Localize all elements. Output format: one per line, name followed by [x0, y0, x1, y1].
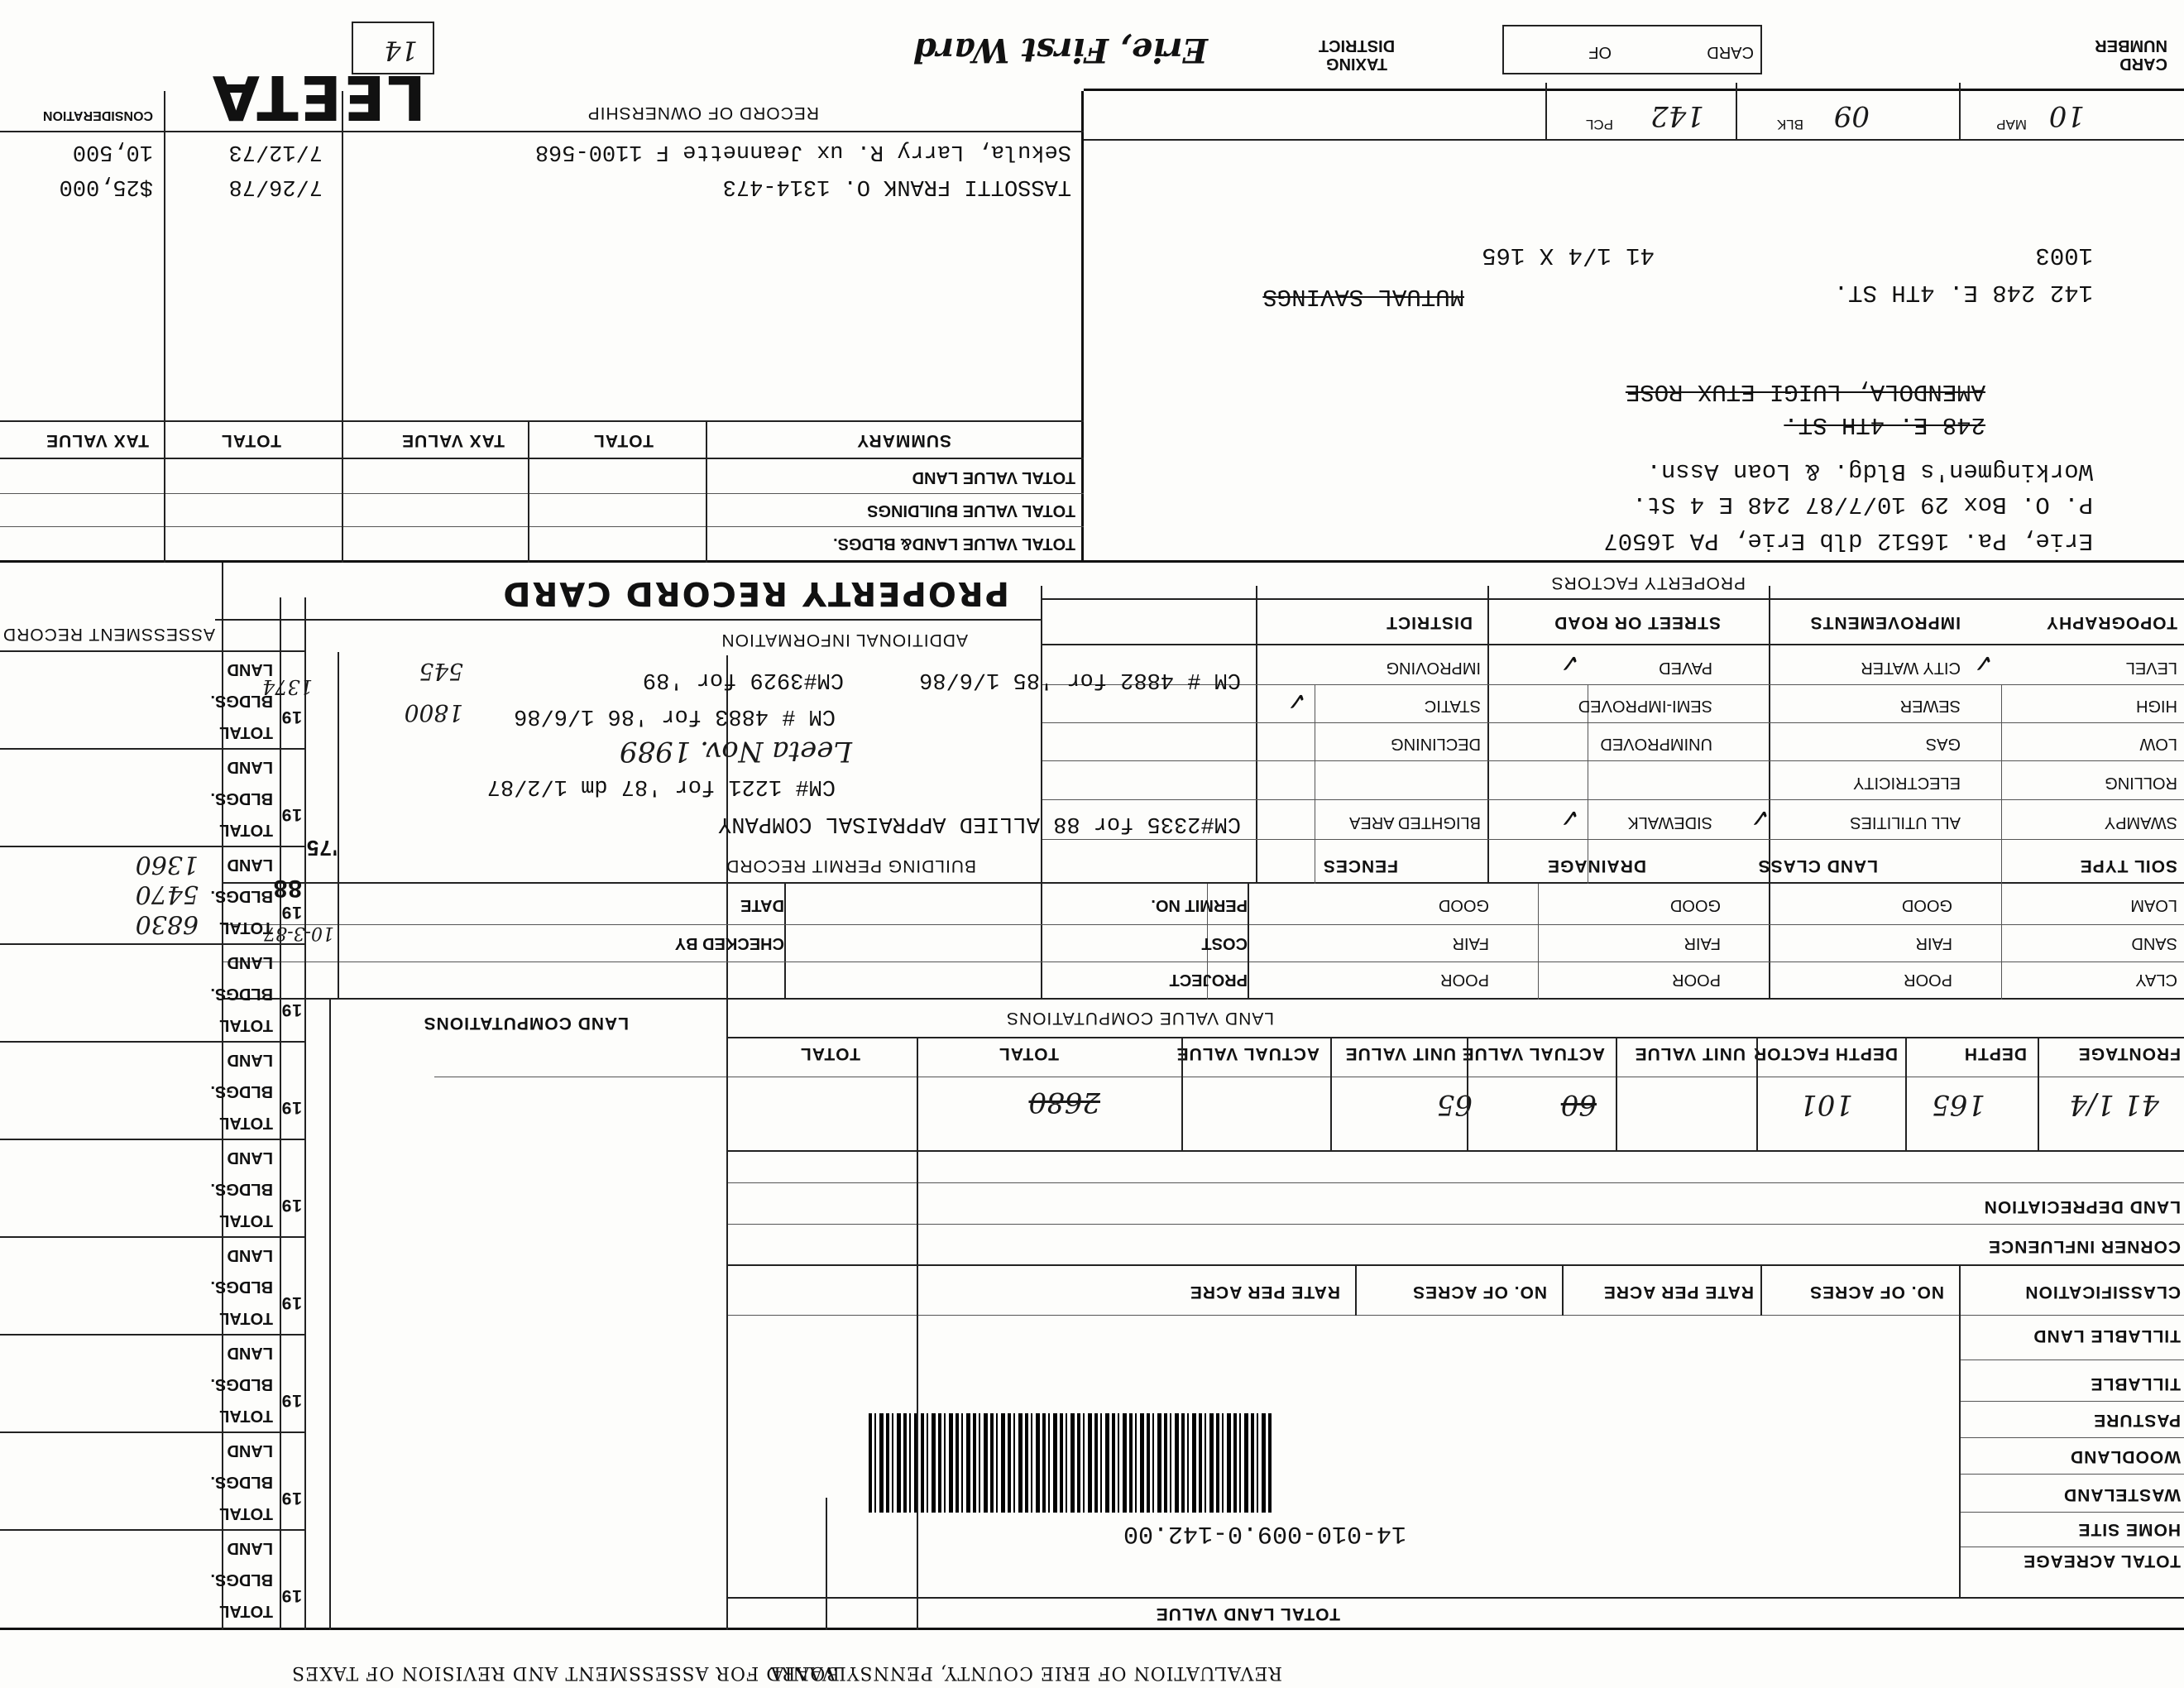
footer-col-1 [1959, 83, 1961, 141]
summary-rule-4 [0, 420, 1084, 422]
comp-col-2 [1905, 1038, 1907, 1152]
soil-rule-3 [223, 882, 2184, 884]
comp-col-8 [917, 1038, 918, 1630]
block10-bldgs: BLDGS. [210, 692, 273, 710]
header-right-title: BOARD FOR ASSESSMENT AND REVISION OF TAXES [291, 1662, 840, 1683]
block8-rule [0, 846, 306, 847]
row-wasteland: WASTELAND [2063, 1485, 2181, 1504]
additional-line2: CM # 4883 for '86 1/6/86 [514, 703, 836, 728]
map-label: MAP [1996, 117, 2027, 132]
hw-assess-land: 1360 [135, 850, 199, 879]
district-static: STATIC [1424, 697, 1481, 715]
block1-total: TOTAL [219, 1602, 273, 1620]
additional-line1: CM # 4882 for '85 1/6/86 [919, 667, 1241, 692]
block2-year: 19 [280, 1489, 302, 1508]
block7-bldgs: BLDGS. [210, 985, 273, 1003]
blk-value: 09 [1833, 99, 1870, 132]
class-good: GOOD [1669, 896, 1721, 914]
owner-line2b: MUTUAL SAVINGS [1262, 283, 1464, 310]
block6-bldgs: BLDGS. [210, 1082, 273, 1101]
comp-col-4 [1616, 1038, 1617, 1152]
no-of-acres-label-2: NO. OF ACRES [1412, 1283, 1547, 1302]
owner-line3: Workingmen's Bldg. & Loan Assn. [1646, 458, 2093, 485]
class-rule [728, 1264, 2184, 1266]
permit-col-2 [784, 884, 786, 1000]
hw-assess-date: 10-3-87 [264, 923, 334, 943]
block5-bldgs: BLDGS. [210, 1180, 273, 1198]
district-declining: DECLINING [1391, 735, 1481, 753]
topo-val-col-1 [2001, 685, 2002, 884]
block7-year: 19 [280, 1000, 302, 1019]
corner-influence-label: CORNER INFLUENCE [1987, 1237, 2181, 1256]
box-14 [352, 22, 434, 74]
topo-rule-2 [1042, 799, 2184, 800]
block6-land: LAND [227, 1051, 273, 1069]
ownership-row1-date: 7/12/73 [228, 139, 323, 164]
of-label: OF [1588, 43, 1612, 61]
summary-col-1 [706, 422, 707, 563]
land-rule [728, 1597, 2184, 1599]
footer-rule [1084, 89, 2184, 91]
summary-total-label-1: TOTAL [592, 431, 654, 450]
card-number-label: CARD NUMBER [2095, 36, 2167, 73]
impr-city-water: CITY WATER [1861, 659, 1961, 677]
impr-gas: GAS [1925, 735, 1961, 753]
topo-level: LEVEL [2125, 659, 2177, 677]
blk-label: BLK [1776, 117, 1803, 132]
soil-col-7 [1041, 586, 1042, 1000]
lc-right-border [329, 1000, 331, 1630]
permit-col-1 [1248, 884, 1249, 1000]
summary-rule-1 [0, 526, 1084, 527]
summary-total-land-bldgs: TOTAL VALUE LAND& BLDGS. [833, 535, 1075, 553]
row-woodland: WOODLAND [2070, 1447, 2181, 1466]
building-permit-record-label: BUILDING PERMIT RECORD [726, 856, 976, 875]
additional-information-label: ADDITIONAL INFORMATION [721, 631, 968, 650]
comp-col-6 [1330, 1038, 1332, 1152]
impr-all-utilities: ALL UTILITIES [1850, 813, 1961, 832]
block4-bldgs: BLDGS. [210, 1278, 273, 1296]
project-label: PROJECT [1169, 971, 1248, 989]
summary-label: SUMMARY [856, 431, 951, 450]
comp-top-rule [728, 1150, 2184, 1152]
acre-rule-7 [728, 1315, 2184, 1316]
class-col-1 [1959, 1266, 1961, 1316]
pcl-label: PCL [1585, 117, 1613, 132]
classification-label: CLASSIFICATION [2024, 1283, 2181, 1302]
soil-good: GOOD [1901, 896, 1952, 914]
hw-depth: 165 [1932, 1088, 1985, 1121]
box-14-value: 14 [384, 35, 418, 66]
hw-actual-value: 65 [1436, 1088, 1473, 1121]
row-tillable-land: TILLABLE LAND [2033, 1326, 2181, 1345]
comp-bottom-rule [223, 998, 2184, 1000]
summary-total-land: TOTAL VALUE LAND [912, 468, 1075, 487]
actual-value-label-2: ACTUAL VALUE [1176, 1044, 1320, 1063]
checked-by-label: CHECKED BY [674, 934, 784, 952]
district-blighted: BLIGHTED AREA [1349, 813, 1481, 832]
block8-total: TOTAL [219, 918, 273, 937]
block9-land: LAND [227, 758, 273, 776]
hw-assess-bldgs: 5470 [135, 880, 199, 909]
summary-col-2 [528, 422, 529, 563]
summary-total-buildings: TOTAL VALUE BUILDINGS [867, 501, 1075, 520]
land-computations-label: LAND COMPUTATIONS [423, 1014, 629, 1033]
comp-col-5 [1467, 1038, 1468, 1152]
unit-value-label-2: UNIT VALUE [1344, 1044, 1456, 1063]
hw-comp-total: 2680 [1028, 1086, 1100, 1119]
topo-rule-4 [1042, 722, 2184, 723]
summary-col-4 [164, 91, 165, 563]
block6-total: TOTAL [219, 1114, 273, 1132]
drain-fair: FAIR [1452, 934, 1489, 952]
block10-total: TOTAL [219, 723, 273, 741]
depth-factor-label: DEPTH FACTOR [1753, 1044, 1898, 1063]
record-of-ownership-label: RECORD OF OWNERSHIP [587, 103, 819, 122]
lc-left-border [726, 1000, 728, 1630]
hw-assess-total: 6830 [135, 909, 199, 938]
soil-col-1 [2001, 884, 2002, 1000]
summary-tax-value-label-1: TAX VALUE [401, 431, 505, 450]
drain-good: GOOD [1438, 896, 1489, 914]
soil-type-label: SOIL TYPE [2079, 856, 2177, 875]
additional-line4: CM# 1221 for '87 dm 1/2/87 [486, 774, 836, 798]
block7-rule [0, 943, 306, 945]
date-label: DATE [740, 896, 784, 914]
land-depreciation-label: LAND DEPRECIATION [1983, 1197, 2181, 1216]
assess-year-left [338, 652, 339, 1000]
soil-rule-2 [1042, 924, 2184, 925]
block10-land: LAND [227, 660, 273, 679]
consideration-label: CONSIDERATION [42, 108, 153, 122]
block9-bldgs: BLDGS. [210, 789, 273, 808]
ownership-row2-date: 7/26/78 [228, 174, 323, 199]
street-or-road-label: STREET OR ROAD [1554, 613, 1721, 632]
footer-top-rule [1084, 139, 2184, 141]
rate-per-acre-label-2: RATE PER ACRE [1189, 1283, 1340, 1302]
row-home-site: HOME SITE [2077, 1520, 2181, 1539]
summary-total-label-2: TOTAL [220, 431, 281, 450]
unit-value-label-1: UNIT VALUE [1634, 1044, 1746, 1063]
street-unimproved: UNIMPROVED [1600, 735, 1712, 753]
ownership-row1-name: Sekula, Larry R. ux Jeannette F 1100-568 [534, 139, 1071, 164]
owner-line4: P. O. Box 29 10/7/87 248 E 4 St. [1632, 491, 2093, 518]
owner-line1: 1003 [2035, 242, 2093, 269]
additional-line1b: CM#3929 for '89 [642, 667, 844, 692]
block8-year-88: 88 [272, 875, 302, 902]
block10-year: 19 [280, 707, 302, 727]
frontage-label: FRONTAGE [2077, 1044, 2181, 1063]
additional-line5: CM#2335 for 88 ALLIED APPRAISAL COMPANY [718, 811, 1241, 836]
property-factors-label: PROPERTY FACTORS [1550, 573, 1746, 592]
block3-bldgs: BLDGS. [210, 1375, 273, 1393]
assessment-record-label: ASSESSMENT RECORD [2, 625, 215, 644]
additional-rule [215, 619, 1042, 621]
ownership-row2-name: TASSOTTI FRANK O. 1314-473 [722, 174, 1071, 199]
check-level: ✓ [1972, 648, 1994, 677]
block3-rule [0, 1334, 306, 1336]
row-total-acreage: TOTAL ACREAGE [2023, 1551, 2181, 1571]
block4-year: 19 [280, 1293, 302, 1312]
hw-unit-value: 60 [1560, 1088, 1597, 1121]
block2-total: TOTAL [219, 1504, 273, 1523]
topo-swampy: SWAMPY [2104, 813, 2177, 832]
comp-header-rule [728, 1037, 2184, 1038]
acre-rule-5 [1961, 1401, 2184, 1402]
summary-col-3 [342, 91, 343, 563]
soil-rule-1 [1042, 961, 2184, 962]
class-fair: FAIR [1684, 934, 1721, 952]
street-sidewalk: SIDEWALK [1627, 813, 1712, 832]
additional-line3: Leeta Nov. 1989 [619, 735, 852, 768]
card-label: CARD [1707, 43, 1754, 61]
topo-rule-3 [1042, 760, 2184, 761]
comp-col-3 [1756, 1038, 1758, 1152]
block10-rule [0, 650, 306, 652]
soil-fair: FAIR [1915, 934, 1952, 952]
check-static: ✓ [1286, 686, 1307, 715]
year-75-label: '75 [305, 836, 338, 861]
comp-col-7 [1181, 1038, 1183, 1152]
taxing-district-label: TAXING DISTRICT [1318, 36, 1396, 73]
block4-land: LAND [227, 1246, 273, 1264]
row-pasture: PASTURE [2093, 1411, 2181, 1430]
owner-struck1: AMENDOLA, LUIGI ETUX ROSE [1625, 378, 1985, 405]
block9-total: TOTAL [219, 821, 273, 839]
check-paved: ✓ [1559, 648, 1580, 677]
block9-rule [0, 748, 306, 750]
block5-year: 19 [280, 1196, 302, 1215]
block5-land: LAND [227, 1149, 273, 1167]
topography-label: TOPOGRAPHY [2046, 613, 2177, 632]
map-value: 10 [2048, 99, 2085, 132]
acre-label-border [1959, 1316, 1961, 1599]
additional-hw-a: 1800 [404, 699, 463, 727]
owner-line5: Erie, Pa. 16512 dlb Erie, PA 16507 [1603, 527, 2093, 554]
district-label: DISTRICT [1386, 613, 1473, 632]
total-land-value-label: TOTAL LAND VALUE [1155, 1604, 1340, 1623]
block4-total: TOTAL [219, 1309, 273, 1327]
owner-right-border [1081, 91, 1084, 563]
check-sidewalk: ✓ [1559, 803, 1580, 832]
ownership-row1-amt: 10,500 [72, 139, 153, 164]
barcode [869, 1413, 1274, 1513]
card-of-box [1502, 25, 1762, 74]
sand-label: SAND [2131, 934, 2177, 952]
street-semi-improved: SEMI-IMPROVED [1578, 697, 1712, 715]
owner-struck2: 248 E. 4TH ST. [1784, 411, 1985, 439]
improvements-label: IMPROVEMENTS [1809, 613, 1961, 632]
check-all-utilities: ✓ [1749, 803, 1770, 832]
depreciation-rule [728, 1182, 2184, 1183]
permit-rule-1 [223, 961, 1042, 962]
class-poor: POOR [1672, 971, 1721, 989]
additional-hw-b: 545 [419, 658, 463, 685]
leeta-stamp: LEETA [210, 61, 426, 132]
block2-land: LAND [227, 1441, 273, 1460]
summary-rule-2 [0, 493, 1084, 494]
soil-col-3 [1538, 884, 1539, 1000]
acre-rule-3 [1961, 1474, 2184, 1475]
actual-value-label-1: ACTUAL VALUE [1461, 1044, 1605, 1063]
corner-rule [728, 1224, 2184, 1225]
soil-poor: POOR [1904, 971, 1952, 989]
block8-land: LAND [227, 856, 273, 874]
acre-rule-4 [1961, 1437, 2184, 1438]
block3-total: TOTAL [219, 1407, 273, 1425]
row-tillable: TILLABLE [2090, 1374, 2181, 1393]
block5-total: TOTAL [219, 1211, 273, 1230]
block8-bldgs: BLDGS. [210, 887, 273, 905]
district-improving: IMPROVING [1386, 659, 1481, 677]
ownership-row2-amt: $25,000 [59, 174, 153, 199]
summary-tax-value-label-2: TAX VALUE [46, 431, 149, 450]
cost-label: COST [1201, 934, 1248, 952]
land-col-2 [826, 1498, 827, 1630]
block5-rule [0, 1139, 306, 1140]
block1-year: 19 [280, 1586, 302, 1605]
topo-rule-1 [1042, 839, 2184, 840]
rate-per-acre-label-1: RATE PER ACRE [1602, 1283, 1754, 1302]
class-col-2 [1760, 1266, 1762, 1316]
land-value-computations-label: LAND VALUE COMPUTATIONS [1005, 1009, 1274, 1028]
summary-rule-3 [0, 458, 1084, 459]
depth-label: DEPTH [1963, 1044, 2027, 1063]
comp-col-1 [2038, 1038, 2039, 1152]
block7-land: LAND [227, 953, 273, 971]
soil-col-2 [1769, 586, 1770, 1000]
block6-rule [0, 1041, 306, 1043]
mid-rule [0, 560, 2184, 563]
block1-rule [0, 1529, 306, 1531]
header-rule [0, 1628, 2184, 1630]
drain-poor: POOR [1440, 971, 1489, 989]
permit-no-label: PERMIT NO. [1151, 896, 1248, 914]
owner-line1b: 41 1/4 X 165 [1482, 242, 1655, 269]
footer-col-2 [1736, 83, 1737, 141]
block9-year: 19 [280, 805, 302, 824]
property-record-card-title: PROPERTY RECORD CARD [501, 574, 1009, 612]
land-class-label: LAND CLASS [1757, 856, 1878, 875]
impr-sewer: SEWER [1899, 697, 1961, 715]
block8-year: 19 [280, 903, 302, 922]
topo-rolling: ROLLING [2105, 774, 2177, 792]
impr-electricity: ELECTRICITY [1852, 774, 1961, 792]
block3-land: LAND [227, 1344, 273, 1362]
assess-year-line [304, 597, 306, 1630]
block2-bldgs: BLDGS. [210, 1473, 273, 1491]
total-label-2: TOTAL [799, 1044, 860, 1063]
drainage-label: DRAINAGE [1546, 856, 1646, 875]
clay-label: CLAY [2135, 971, 2177, 989]
header-left-title: REVALUATION OF ERIE COUNTY, PENNSYLVANIA [769, 1662, 1282, 1683]
no-of-acres-label-1: NO. OF ACRES [1809, 1283, 1944, 1302]
block1-land: LAND [227, 1539, 273, 1557]
acre-rule-2 [1961, 1512, 2184, 1513]
ward-name: Erie, First Ward [912, 31, 1208, 70]
hw-depth-factor: 101 [1799, 1088, 1853, 1121]
topo-high: HIGH [2136, 697, 2177, 715]
block1-bldgs: BLDGS. [210, 1571, 273, 1589]
topo-low: LOW [2139, 735, 2177, 753]
permit-rule-2 [223, 924, 1042, 925]
class-col-3 [1562, 1266, 1564, 1316]
factors-label-rule [1042, 598, 2184, 600]
hw-frontage: 41 1/4 [2069, 1088, 2159, 1121]
pcl-value: 142 [1650, 99, 1704, 132]
factors-header-rule [1042, 644, 2184, 645]
street-paved: PAVED [1659, 659, 1712, 677]
class-col-4 [1355, 1266, 1357, 1316]
block6-year: 19 [280, 1098, 302, 1117]
owner-line2: 142 248 E. 4TH ST. [1833, 279, 2093, 306]
parcel-id: 14-010-009.0-142.00 [1123, 1519, 1406, 1547]
loam-label: LOAM [2130, 896, 2177, 914]
footer-col-3 [1545, 83, 1547, 141]
fences-label: FENCES [1322, 856, 1398, 875]
block4-rule [0, 1236, 306, 1238]
ownership-rule [0, 131, 1084, 132]
block3-year: 19 [280, 1391, 302, 1410]
block2-rule [0, 1431, 306, 1433]
hw-assess-ref: 1374 [261, 675, 313, 698]
block7-total: TOTAL [219, 1016, 273, 1034]
total-label-1: TOTAL [998, 1044, 1059, 1063]
